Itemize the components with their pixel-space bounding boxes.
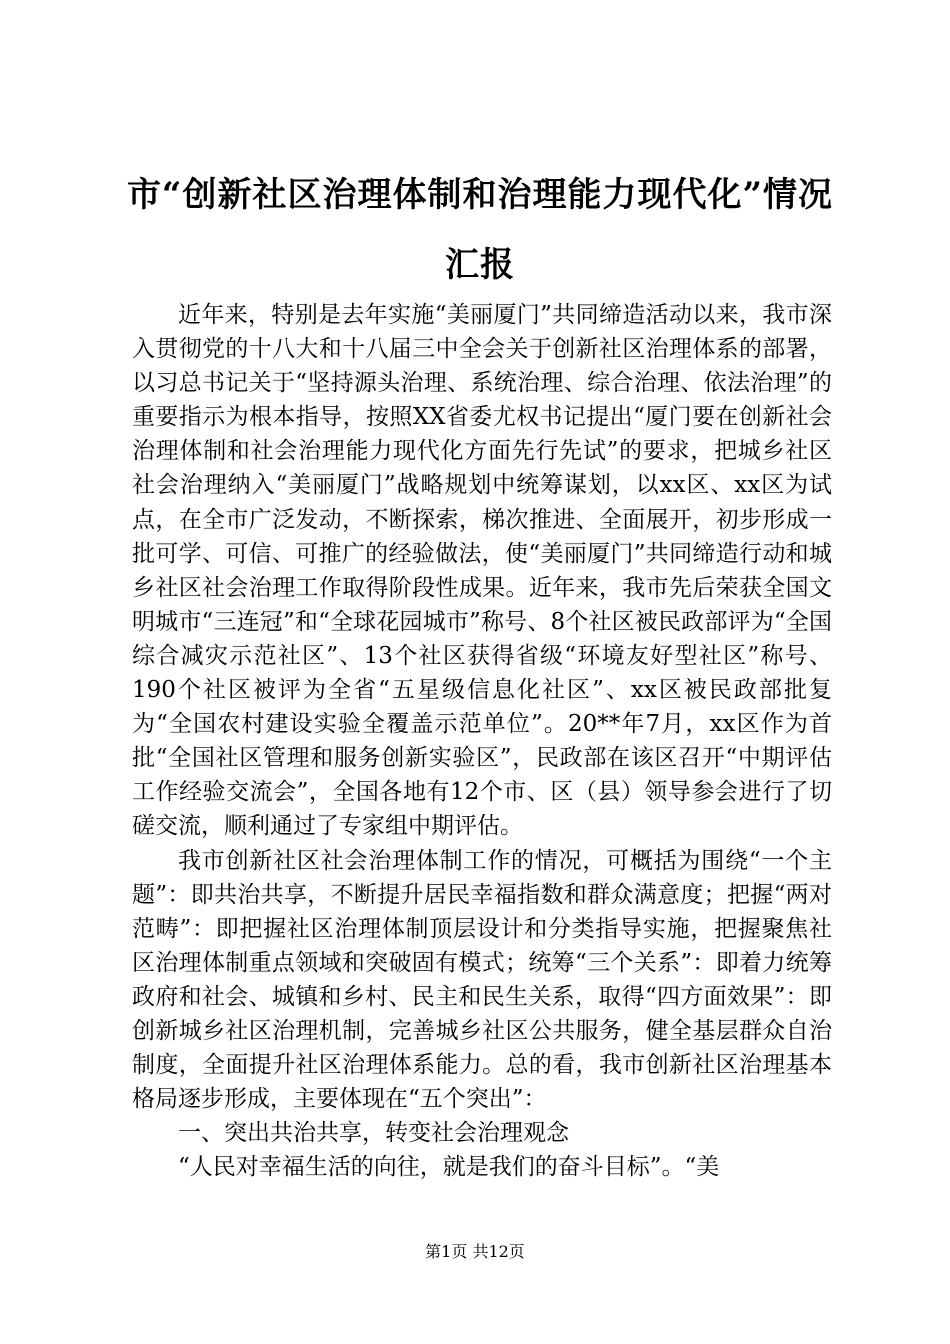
- document-body: [132, 298, 832, 1184]
- section-heading-1: 一、突出共治共享，转变社会治理观念: [178, 1120, 569, 1147]
- page-footer: [0, 1240, 950, 1264]
- paragraph-3: “人民对幸福生活的向往，就是我们的奋斗目标”。“美: [178, 1154, 720, 1181]
- document-title: 市“创新社区治理体制和治理能力现代化”情况汇报: [126, 175, 834, 285]
- paragraph-1: 近年来，特别是去年实施“美丽厦门”共同缔造活动以来，我市深入贯彻党的十八大和十八届三中全会关于创新社区治理体系的部署，以习总书记关于“坚持源头治理、系统治理、综合治理、依法治理”的重要指示为根本指导，按照XX省委尤权书记提出“厦门要在创新社会治理体制和社会治理能力现代化方面先行先试”的要求，把城乡社区社会治理纳入“美丽厦门”战略规划中统筹谋划，以xx区、xx区为试点，在全市广泛发动，不断探索，梯次推进、全面展开，初步形成一批可学、可信、可推广的经验做法，使“美丽厦门”共同缔造行动和城乡社区社会治理工作取得阶段性成果。近年来，我市先后荣获全国文明城市“三连冠”和“全球花园城市”称号、8个社区被民政部评为“全国综合减灾示范社区”、13个社区获得省级“环境友好型社区”称号、190个社区被评为全省“五星级信息化社区”、xx区被民政部批复为“全国农村建设实验全覆盖示范单位”。20**年7月，xx区作为首批“全国社区管理和服务创新实验区”，民政部在该区召开“中期评估工作经验交流会”，全国各地有12个市、区（县）领导参会进行了切磋交流，顺利通过了专家组中期评估。: [132, 302, 832, 840]
- paragraph-2: 我市创新社区社会治理体制工作的情况，可概括为围绕“一个主题”：即共治共享，不断提升居民幸福指数和群众满意度；把握“两对范畴”：即把握社区治理体制顶层设计和分类指导实施，把握聚焦社区治理体制重点领域和突破固有模式；统筹“三个关系”：即着力统筹政府和社会、城镇和乡村、民主和民生关系，取得“四方面效果”：即创新城乡社区治理机制，完善城乡社区公共服务，健全基层群众自治制度，全面提升社区治理体系能力。总的看，我市创新社区治理基本格局逐步形成，主要体现在“五个突出”：: [132, 847, 832, 1113]
- page-indicator: 第1页 共12页: [425, 1242, 525, 1261]
